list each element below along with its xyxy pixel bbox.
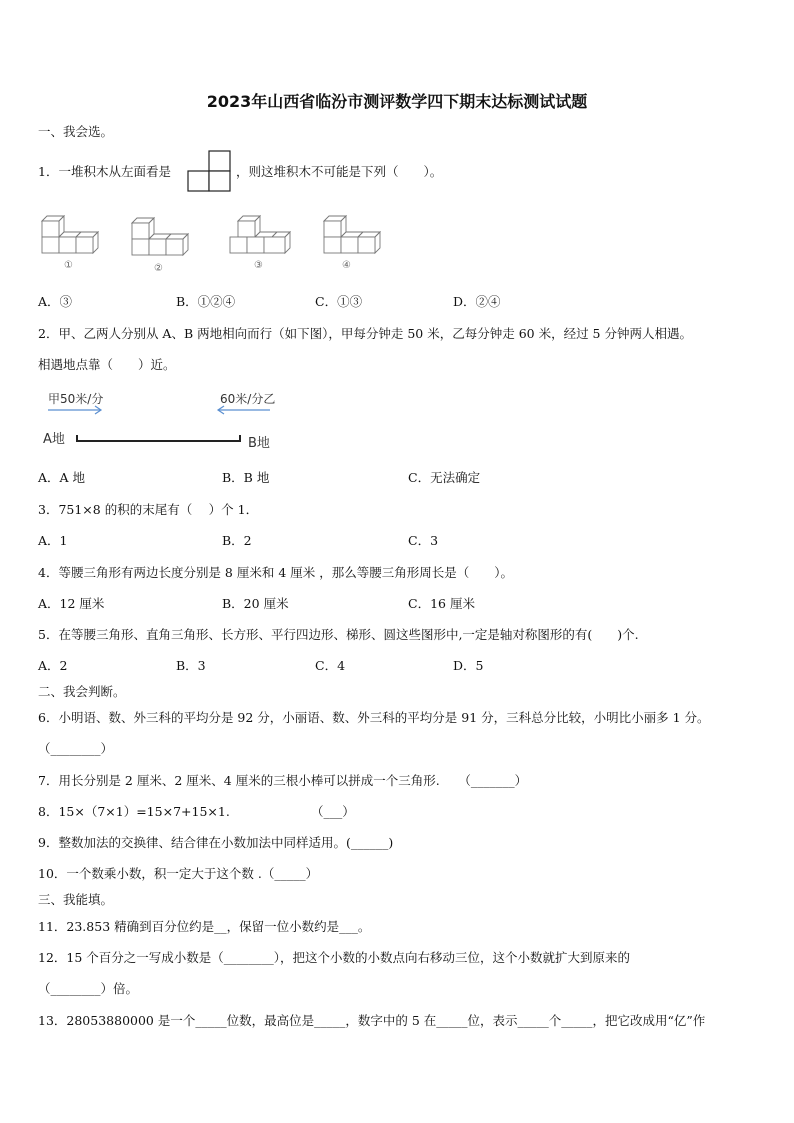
q1-figure-4 — [322, 215, 388, 271]
q2-diagram-right-speed: 60米/分乙 — [220, 392, 276, 406]
question-2-line-2: 相遇地点靠（ ）近。 — [38, 357, 176, 372]
q2-option-a[interactable]: A．A 地 — [38, 470, 86, 485]
q1-left-view-figure — [187, 150, 233, 192]
question-9-text: 9．整数加法的交换律、结合律在小数加法中同样适用。(______) — [38, 835, 394, 850]
q2-meeting-diagram — [40, 385, 290, 455]
page-title: 2023年山西省临汾市测评数学四下期末达标测试试题 — [206, 92, 588, 111]
question-5-text: 5．在等腰三角形、直角三角形、长方形、平行四边形、梯形、圆这些图形中,一定是轴对称图形的有( )个. — [38, 627, 639, 642]
question-2-line-1: 2．甲、乙两人分别从 A、B 两地相向而行（如下图），甲每分钟走 50 米，乙每分钟走 60 米，经过 5 分钟两人相遇。 — [38, 326, 692, 341]
question-1-text-start: 1．一堆积木从左面看是 — [38, 164, 171, 179]
question-6-answer-blank[interactable]: （________） — [38, 741, 114, 756]
q1-figure-4-label: ④ — [342, 260, 351, 271]
q1-option-a[interactable]: A．③ — [38, 294, 73, 309]
q4-option-b[interactable]: B．20 厘米 — [222, 596, 289, 611]
q5-option-b[interactable]: B．3 — [176, 658, 206, 673]
question-3-text: 3．751×8 的积的末尾有（ ）个 1． — [38, 502, 259, 517]
question-6-line-1: 6．小明语、数、外三科的平均分是 92 分，小丽语、数、外三科的平均分是 91 分，三科总分比较，小明比小丽多 1 分。 — [38, 710, 710, 725]
question-8-text: 8．15×（7×1）=15×7+15×1. （___） — [38, 804, 355, 819]
question-11-text: 11．23.853 精确到百分位约是__，保留一位小数约是___。 — [38, 919, 371, 934]
question-10-text: 10．一个数乘小数，积一定大于这个数 .（_____） — [38, 866, 319, 881]
q4-option-c[interactable]: C．16 厘米 — [408, 596, 475, 611]
q2-option-c[interactable]: C．无法确定 — [408, 470, 481, 485]
section-heading-choose: 一、我会选。 — [38, 124, 114, 139]
question-12-line-1: 12．15 个百分之一写成小数是（________），把这个小数的小数点向右移动三位，这个小数就扩大到原来的 — [38, 950, 631, 965]
q3-option-c[interactable]: C．3 — [408, 533, 439, 548]
q2-diagram-left-speed: 甲50米/分 — [48, 392, 104, 406]
q1-option-d[interactable]: D．②④ — [453, 294, 501, 309]
section-heading-judge: 二、我会判断。 — [38, 684, 126, 699]
q5-option-a[interactable]: A．2 — [38, 658, 68, 673]
q1-option-c[interactable]: C．①③ — [315, 294, 363, 309]
question-13-text: 13．28053880000 是一个_____位数，最高位是_____，数字中的 5 在_____位，表示_____个_____，把它改成用“亿”作 — [38, 1013, 706, 1028]
question-1-text-end: ，则这堆积木不可能是下列（ ）。 — [236, 164, 443, 179]
q1-figure-2-label: ② — [154, 263, 163, 274]
question-4-text: 4．等腰三角形有两边长度分别是 8 厘米和 4 厘米 ，那么等腰三角形周长是（ ）。 — [38, 565, 513, 580]
section-heading-fill: 三、我能填。 — [38, 892, 114, 907]
q1-figure-3-label: ③ — [254, 260, 263, 271]
q2-diagram-b-place: B地 — [248, 436, 270, 451]
q1-figure-2 — [130, 217, 196, 273]
q1-figure-3 — [228, 215, 294, 271]
question-12-line-2: （________）倍。 — [38, 981, 139, 996]
q3-option-a[interactable]: A．1 — [38, 533, 68, 548]
q5-option-c[interactable]: C．4 — [315, 658, 346, 673]
q3-option-b[interactable]: B．2 — [222, 533, 252, 548]
q5-option-d[interactable]: D．5 — [453, 658, 484, 673]
q2-diagram-a-place: A地 — [43, 432, 65, 447]
q1-option-b[interactable]: B．①②④ — [176, 294, 236, 309]
q2-option-b[interactable]: B．B 地 — [222, 470, 270, 485]
q1-figure-1 — [40, 215, 102, 271]
question-7-text: 7．用长分别是 2 厘米、2 厘米、4 厘米的三根小棒可以拼成一个三角形. （_______） — [38, 773, 528, 788]
q4-option-a[interactable]: A．12 厘米 — [38, 596, 105, 611]
q1-figure-1-label: ① — [64, 260, 73, 271]
